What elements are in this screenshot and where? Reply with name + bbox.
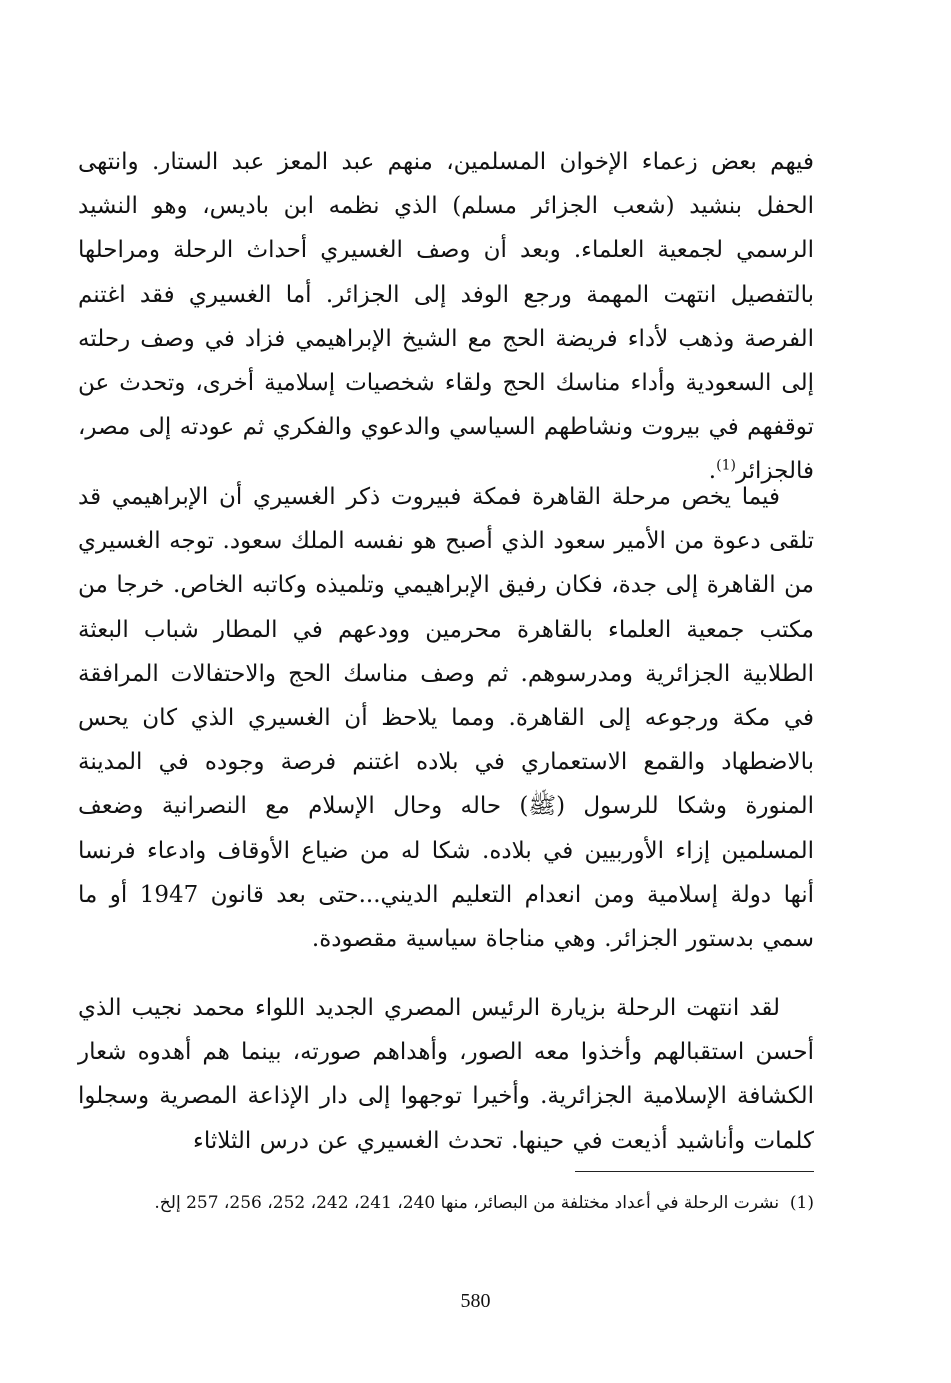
paragraph-2 bbox=[78, 475, 814, 961]
paragraph-1-text: فيهم بعض زعماء الإخوان المسلمين، منهم عبد المعز عبد الستار. وانتهى الحفل بنشيد (شعب الجزائر مسلم) الذي نظمه ابن باديس، وهو النشيد الرسمي لجمعية العلماء. وبعد أن وصف الغسيري أحداث الرحلة ومراحلها بالتفصيل انتهت المهمة ورجع الوفد إلى الجزائر. أما الغسيري فقد اغتنم الفرصة وذهب لأداء فريضة الحج مع الشيخ الإبراهيمي فزاد في وصف رحلته إلى السعودية وأداء مناسك الحج ولقاء شخصيات إسلامية أخرى، وتحدث عن توقفهم في بيروت ونشاطهم السياسي والدعوي والفكري ثم عودته إلى مصر، فالجزائر bbox=[78, 149, 814, 485]
footnote-marker: (1) bbox=[789, 1193, 814, 1213]
paragraph-3 bbox=[78, 986, 814, 1163]
paragraph-3-text: لقد انتهت الرحلة بزيارة الرئيس المصري الجديد اللواء محمد نجيب الذي أحسن استقبالهم وأخذوا معه الصور، وأهداهم صورته، بينما هم أهدوه شعار الكشافة الإسلامية الجزائرية. وأخيرا توجهوا إلى دار الإذاعة المصرية وسجلوا كلمات وأناشيد أذيعت في حينها. تحدث الغسيري عن درس الثلاثاء bbox=[78, 995, 814, 1154]
paragraph-1 bbox=[78, 140, 814, 494]
paragraph-2-text: فيما يخص مرحلة القاهرة فمكة فبيروت ذكر الغسيري أن الإبراهيمي قد تلقى دعوة من الأمير سعود الذي أصبح هو نفسه الملك سعود. توجه الغسيري من القاهرة إلى جدة، فكان رفيق الإبراهيمي وتلميذه وكاتبه الخاص. خرجا من مكتب جمعية العلماء بالقاهرة محرمين وودعهم في المطار شباب البعثة الطلابية الجزائرية ومدرسوهم. ثم وصف مناسك الحج والاحتفالات المرافقة في مكة ورجوعه إلى القاهرة. ومما يلاحظ أن الغسيري الذي كان يحس بالاضطهاد والقمع الاستعماري في بلاده اغتنم فرصة وجوده في المدينة المنورة وشكا للرسول (ﷺ) حاله وحال الإسلام مع النصرانية وضعف المسلمين إزاء الأوربيين في بلاده. شكا له من ضياع الأوقاف وادعاء فرنسا أنها دولة إسلامية ومن انعدام التعليم الديني...حتى بعد قانون 1947 أو ما سمي بدستور الجزائر. وهي مناجاة سياسية مقصودة. bbox=[78, 484, 814, 953]
footnote-text: نشرت الرحلة في أعداد مختلفة من البصائر، منها 240، 241، 242، 252، 256، 257 إلخ. bbox=[154, 1193, 780, 1213]
footnote bbox=[78, 1188, 814, 1218]
paragraph-1-end: . bbox=[708, 458, 717, 485]
footnote-separator bbox=[575, 1171, 814, 1172]
page-number: 580 bbox=[460, 1290, 491, 1312]
footnote-reference[interactable]: (1) bbox=[716, 457, 736, 474]
